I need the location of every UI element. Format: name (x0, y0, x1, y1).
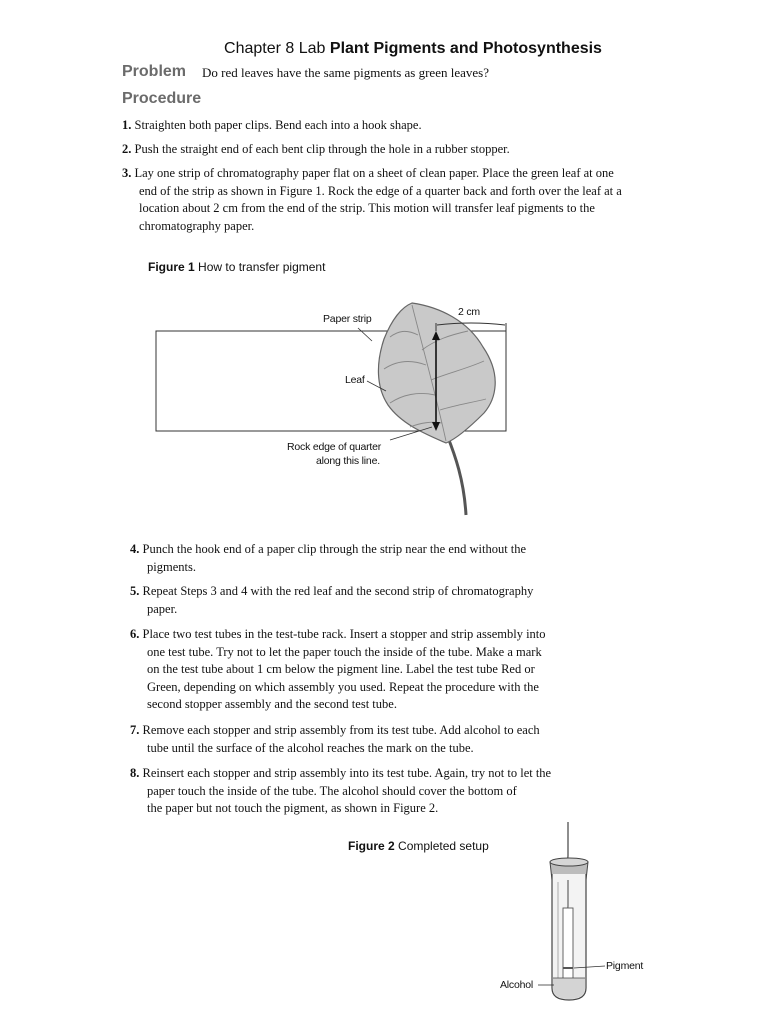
step-line: Remove each stopper and strip assembly from its test tube. Add alcohol to each (142, 723, 540, 737)
step-number: 3. (122, 166, 132, 180)
problem-text: Do red leaves have the same pigments as green leaves? (202, 65, 489, 80)
step-line: Lay one strip of chromatography paper flat on a sheet of clean paper. Place the green leaf at one (134, 166, 614, 180)
figure2-diagram (490, 818, 660, 1004)
alcohol-liquid (553, 978, 585, 999)
leaf-stem (447, 435, 466, 515)
step-line: end of the strip as shown in Figure 1. Rock the edge of a quarter back and forth over the leaf at a (139, 183, 622, 198)
step-text: Push the straight end of each bent clip through the hole in a rubber stopper. (134, 142, 510, 156)
step-number: 4. (130, 542, 140, 556)
page-title (0, 40, 768, 58)
step-number: 6. (130, 627, 140, 641)
step-line: Repeat Steps 3 and 4 with the red leaf and the second strip of chromatography (142, 584, 534, 598)
step-3 (122, 165, 742, 235)
problem-heading: Problem (122, 63, 187, 80)
step-6 (130, 626, 630, 714)
alcohol-label: Alcohol (500, 979, 534, 991)
figure2-label: Figure 2 (348, 839, 395, 853)
step-line: paper. (147, 601, 178, 616)
step-line: the paper but not touch the pigment, as shown in Figure 2. (147, 801, 439, 815)
step-line: location about 2 cm from the end of the strip. This motion will transfer leaf pigments to the (139, 201, 595, 215)
figure1-diagram (150, 295, 530, 520)
figure1-caption-text: How to transfer pigment (198, 260, 326, 274)
paper-strip-label: Paper strip (323, 313, 372, 325)
lab-title: Plant Pigments and Photosynthesis (329, 40, 602, 57)
step-4 (130, 541, 630, 576)
step-line: Place two test tubes in the test-tube rack. Insert a stopper and strip assembly into (142, 627, 546, 641)
leaf-label: Leaf (345, 374, 365, 386)
paper-clip-wire (560, 822, 568, 862)
step-line: one test tube. Try not to let the paper touch the inside of the tube. Make a mark (147, 644, 542, 659)
step-8 (130, 765, 630, 818)
step-text: Straighten both paper clips. Bend each into a hook shape. (134, 118, 422, 132)
step-line: Punch the hook end of a paper clip through the strip near the end without the (142, 542, 527, 556)
figure2-caption (348, 839, 489, 853)
step-line: pigments. (147, 559, 196, 574)
rock-label-line1: Rock edge of quarter (287, 441, 382, 453)
figure2-caption-text: Completed setup (398, 839, 489, 853)
two-cm-label: 2 cm (458, 306, 480, 318)
step-line: Green, depending on which assembly you used. Repeat the procedure with the (147, 679, 539, 694)
step-number: 5. (130, 584, 140, 598)
figure1-label: Figure 1 (148, 260, 195, 274)
step-line: second stopper assembly and the second test tube. (147, 697, 397, 711)
rock-label-line2: along this line. (316, 455, 380, 467)
step-5 (130, 583, 630, 618)
step-line: tube until the surface of the alcohol reaches the mark on the tube. (147, 740, 474, 755)
step-line: Reinsert each stopper and strip assembly into its test tube. Again, try not to let the (142, 766, 552, 780)
step-line: on the test tube about 1 cm below the pigment line. Label the test tube Red or (147, 662, 535, 676)
step-1 (122, 117, 712, 135)
step-number: 2. (122, 142, 132, 156)
step-7 (130, 722, 630, 757)
step-number: 7. (130, 723, 140, 737)
step-number: 8. (130, 766, 140, 780)
figure1-caption (148, 260, 325, 274)
step-line: paper touch the inside of the tube. The alcohol should cover the bottom of (147, 783, 517, 798)
chapter-label: Chapter 8 Lab (224, 40, 326, 57)
step-line: chromatography paper. (139, 218, 255, 233)
procedure-heading: Procedure (122, 90, 202, 107)
pigment-label: Pigment (606, 960, 644, 972)
step-2 (122, 141, 712, 159)
step-number: 1. (122, 118, 132, 132)
